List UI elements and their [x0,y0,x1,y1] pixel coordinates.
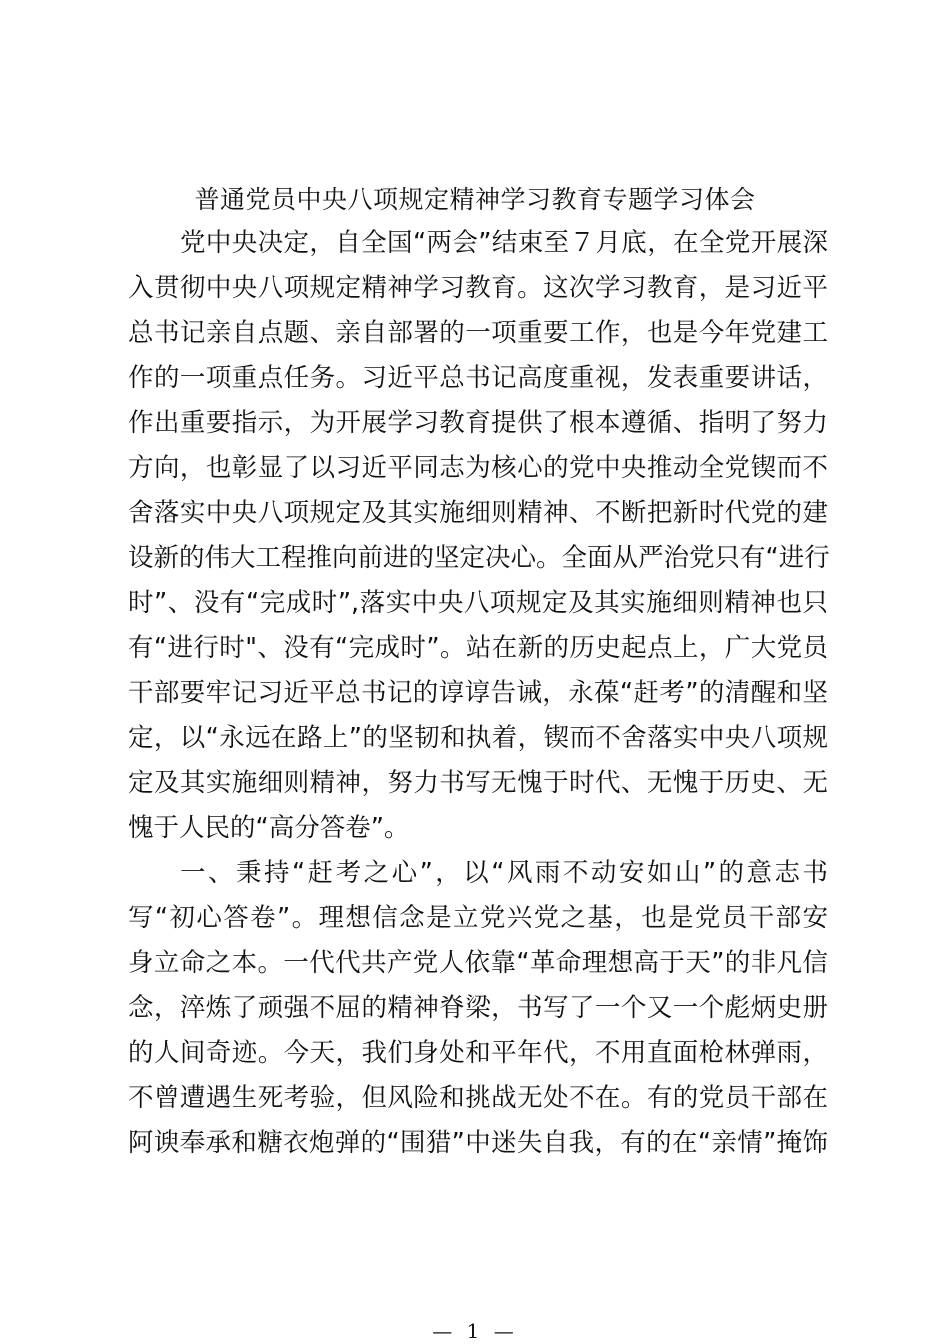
section-heading-line: 一、秉持“赶考之心”，以“风雨不动安如山”的意志书 [180,858,828,888]
paragraph-line: 的人间奇迹。今天，我们身处和平年代，不用直面枪林弹雨， [128,1038,828,1068]
paragraph-line: 总书记亲自点题、亲自部署的一项重要工作，也是今年党建工 [128,318,828,348]
paragraph-line: 定，以“永远在路上”的坚韧和执着，锲而不舍落实中央八项规 [128,723,828,753]
paragraph-line: 身立命之本。一代代共产党人依靠“革命理想高于天”的非凡信 [128,948,828,978]
paragraph-line: 作出重要指示，为开展学习教育提供了根本遵循、指明了努力 [128,408,828,438]
paragraph-line: 定及其实施细则精神，努力书写无愧于时代、无愧于历史、无 [128,768,828,798]
paragraph-line: 作的一项重点任务。习近平总书记高度重视，发表重要讲话， [128,363,828,393]
paragraph-line: 设新的伟大工程推向前进的坚定决心。全面从严治党只有“进行 [128,543,830,573]
paragraph-line: 阿谀奉承和糖衣炮弹的“围猎”中迷失自我，有的在“亲情”掩饰 [128,1128,828,1158]
paragraph-line: 干部要牢记习近平总书记的谆谆告诫，永葆“赶考”的清醒和坚 [128,678,828,708]
paragraph-line: 愧于人民的“高分答卷”。 [128,813,410,843]
paragraph-line: 党中央决定，自全国“两会”结束至７月底，在全党开展深 [180,228,828,258]
paragraph-line: 入贯彻中央八项规定精神学习教育。这次学习教育，是习近平 [128,273,828,303]
document-title: 普通党员中央八项规定精神学习教育专题学习体会 [194,185,756,214]
paragraph-line: 念，淬炼了顽强不屈的精神脊梁，书写了一个又一个彪炳史册 [128,993,828,1023]
paragraph-line: 舍落实中央八项规定及其实施细则精神、不断把新时代党的建 [128,498,828,528]
paragraph-line: 写“初心答卷”。理想信念是立党兴党之基，也是党员干部安 [128,903,828,933]
paragraph-line: 有“进行时"、没有“完成时”。站在新的历史起点上，广大党员 [128,633,828,663]
paragraph-line: 时”、没有“完成时”,落实中央八项规定及其实施细则精神也只 [128,588,828,618]
paragraph-line: 方向，也彰显了以习近平同志为核心的党中央推动全党锲而不 [128,453,828,483]
paragraph-line: 不曾遭遇生死考验，但风险和挑战无处不在。有的党员干部在 [128,1083,828,1113]
page-number: — 1 — [432,1319,518,1343]
